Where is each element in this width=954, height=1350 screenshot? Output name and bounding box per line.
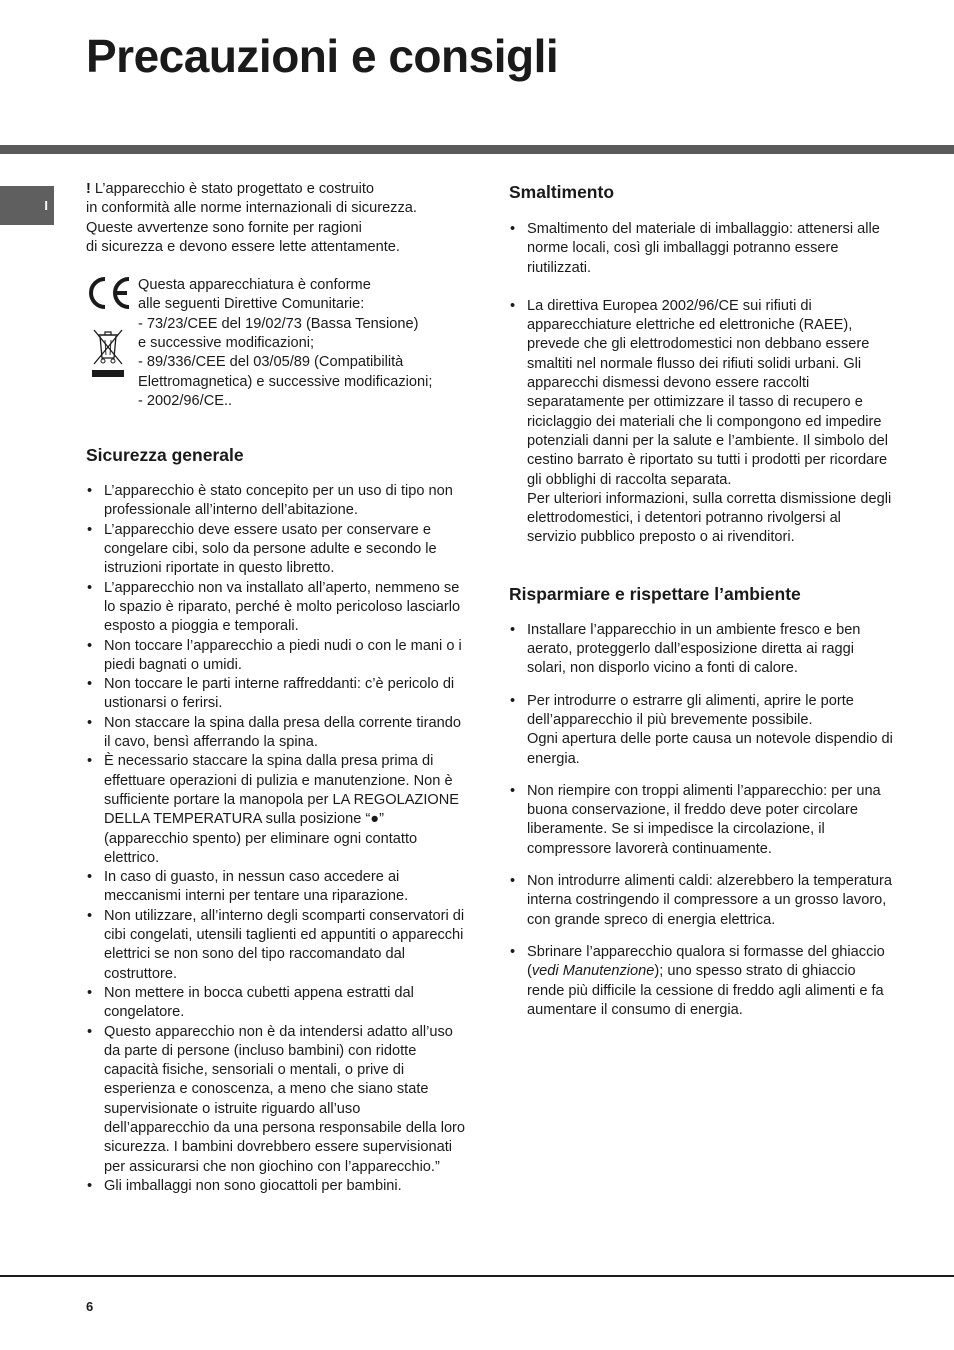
- list-item: • Questo apparecchio non è da intendersi adatto all’uso da parte di persone (incluso bambini) con ridotte capacità fisiche, sensoriali o mentali, o prive di esperienza e conoscenza, a meno che siano state supervisionate o istruite riguardo all’uso dell’apparecchio da una persona responsabile della loro sicurezza. I bambini dovrebbero essere supervisionati per assicurarsi che non giochino con l’apparecchio.”: [86, 1023, 466, 1177]
- list-item: • In caso di guasto, in nessun caso accedere ai meccanismi interni per tentare una riparazione.: [86, 868, 466, 907]
- list-item: [509, 943, 894, 1020]
- right-column: [509, 180, 894, 1020]
- header-rule: [0, 145, 954, 154]
- compliance-line: e successive modificazioni;: [138, 335, 315, 352]
- compliance-line: - 89/336/CEE del 03/05/89 (Compatibilità: [138, 354, 404, 371]
- section-heading-smaltimento: Smaltimento: [509, 182, 615, 202]
- intro-line: in conformità alle norme internazionali di sicurezza.: [86, 200, 417, 217]
- ce-mark-icon: [86, 276, 132, 310]
- list-item: • Non utilizzare, all’interno degli scomparti conservatori di cibi congelati, utensili taglienti ed appuntiti o apparecchi elettrici se non sono del tipo raccomandato dal costruttore.: [86, 907, 466, 984]
- compliance-text: [138, 276, 468, 411]
- list-item: • Non staccare la spina dalla presa della corrente tirando il cavo, bensì afferrando la spina.: [86, 714, 466, 753]
- compliance-line: - 2002/96/CE..: [138, 392, 233, 409]
- language-tab: I: [0, 186, 54, 225]
- disposal-list: [509, 220, 894, 548]
- cross-reference: vedi Manutenzione: [531, 963, 655, 980]
- list-item-text: ); uno spesso strato di ghiaccio rende più difficile la cessione di freddo agli alimenti e fa aumentare il consumo di energia.: [527, 963, 884, 1018]
- list-item-text: La direttiva Europea 2002/96/CE sui rifiuti di apparecchiature elettriche ed elettroniche (RAEE), prevede che gli elettrodomestici non debbano essere smaltiti nel normale flusso dei rifiuti solidi urbani. Gli apparecchi dismessi devono essere raccolti separatamente per ottimizzare il tasso di recupero e riciclaggio dei materiali che li compongono ed impedire potenziali danni per la salute e l’ambiente. Il simbolo del cestino barrato è riportato su tutti i prodotti per ricordare gli obblighi di raccolta separata.: [527, 297, 889, 488]
- safety-list: [86, 482, 466, 1196]
- list-item: • L’apparecchio deve essere usato per conservare e congelare cibi, solo da persone adulte e secondo le istruzioni riportate in questo libretto.: [86, 521, 466, 579]
- left-column: [86, 180, 466, 1196]
- list-item: • Smaltimento del materiale di imballaggio: attenersi alle norme locali, così gli imballaggi potranno essere riutilizzati.: [509, 220, 894, 278]
- intro-paragraph: [86, 180, 466, 257]
- compliance-line: Elettromagnetica) e successive modificazioni;: [138, 373, 433, 390]
- list-item: [509, 297, 894, 548]
- energy-saving-list: [509, 621, 894, 1020]
- list-item: • L’apparecchio è stato concepito per un uso di tipo non professionale all’interno dell’abitazione.: [86, 482, 466, 521]
- intro-line: di sicurezza e devono essere lette attentamente.: [86, 238, 400, 255]
- list-item: [509, 692, 894, 769]
- intro-line: Queste avvertenze sono fornite per ragioni: [86, 219, 362, 236]
- section-heading-risparmio: Risparmiare e rispettare l’ambiente: [509, 583, 801, 604]
- footer-rule: [0, 1275, 954, 1277]
- page-title: Precauzioni e consigli: [86, 30, 559, 82]
- list-item-text: Per ulteriori informazioni, sulla corretta dismissione degli elettrodomestici, i detentori potranno rivolgersi al servizio pubblico preposto o ai rivenditori.: [527, 490, 892, 546]
- list-item: • L’apparecchio non va installato all’aperto, nemmeno se lo spazio è riparato, perché è molto pericoloso lasciarlo esposto a pioggia e temporali.: [86, 579, 466, 637]
- crossed-bin-icon: [92, 328, 124, 380]
- warning-mark: !: [86, 181, 91, 197]
- intro-line: L’apparecchio è stato progettato e costruito: [90, 181, 375, 197]
- list-item-text: Per introdurre o estrarre gli alimenti, aprire le porte dell’apparecchio il più brevemente possibile.: [527, 692, 854, 728]
- compliance-block: [86, 276, 466, 408]
- list-item-text: Ogni apertura delle porte causa un notevole dispendio di energia.: [527, 731, 893, 767]
- list-item: • Installare l’apparecchio in un ambiente fresco e ben aerato, proteggerlo dall’esposizione diretta ai raggi solari, non disporlo vicino a fonti di calore.: [509, 621, 894, 679]
- list-item: • È necessario staccare la spina dalla presa prima di effettuare operazioni di pulizia e manutenzione. Non è sufficiente portare la manopola per LA REGOLAZIONE DELLA TEMPERATURA sulla posizione “●” (apparecchio spento) per eliminare ogni contatto elettrico.: [86, 752, 466, 868]
- page-number: 6: [86, 1299, 94, 1314]
- list-item: • Non toccare l’apparecchio a piedi nudi o con le mani o i piedi bagnati o umidi.: [86, 637, 466, 676]
- compliance-line: Questa apparecchiatura è conforme: [138, 277, 371, 294]
- compliance-line: alle seguenti Direttive Comunitarie:: [138, 296, 365, 313]
- list-item-text: Sbrinare l’apparecchio qualora si formasse del ghiaccio (: [527, 943, 885, 980]
- section-heading-sicurezza: Sicurezza generale: [86, 445, 244, 466]
- list-item: • Gli imballaggi non sono giocattoli per bambini.: [86, 1177, 466, 1196]
- list-item: • Non mettere in bocca cubetti appena estratti dal congelatore.: [86, 984, 466, 1023]
- list-item: • Non toccare le parti interne raffreddanti: c’è pericolo di ustionarsi o ferirsi.: [86, 675, 466, 714]
- compliance-line: - 73/23/CEE del 19/02/73 (Bassa Tensione): [138, 315, 419, 332]
- list-item: • Non introdurre alimenti caldi: alzerebbero la temperatura interna costringendo il compressore a un grosso lavoro, con grande spreco di energia elettrica.: [509, 872, 894, 930]
- list-item: • Non riempire con troppi alimenti l’apparecchio: per una buona conservazione, il freddo deve poter circolare liberamente. Se si impedisce la circolazione, il compressore lavorerà continuamente.: [509, 782, 894, 859]
